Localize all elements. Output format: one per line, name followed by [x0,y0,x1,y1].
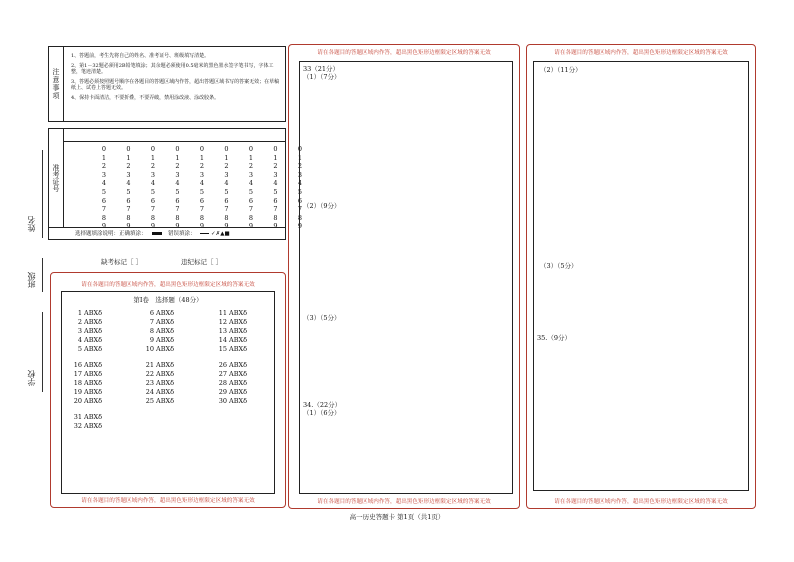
choice-number: 7 [149,318,154,326]
choice-section-box [50,272,286,508]
exam-digit[interactable]: 2 [199,162,205,171]
choice-question[interactable] [144,309,174,317]
exam-digit[interactable]: 5 [248,187,254,196]
exam-digit[interactable]: 7 [101,205,107,214]
exam-digit-column[interactable] [197,145,207,231]
exam-digit-column[interactable] [99,145,109,231]
choice-question[interactable] [144,361,174,369]
choice-options[interactable]: ABXδ [84,413,103,421]
choice-warning-bottom: 请在各题目的答题区域内作答，超出黑色矩形边框限定区域的答案无效 [81,498,255,504]
absent-mark[interactable]: 缺考标记［ ］ [101,258,143,266]
exam-digit[interactable]: 4 [297,179,303,188]
exam-digit[interactable]: 4 [224,179,229,188]
q33-3-label: （3）（5分） [303,314,341,322]
exam-digit[interactable]: 9 [224,222,229,231]
exam-digit[interactable]: 8 [248,213,254,222]
exam-digit[interactable]: 5 [150,187,156,196]
exam-digit[interactable]: 6 [101,196,107,205]
choice-number: 10 [145,345,154,353]
choice-question[interactable] [217,327,247,335]
exam-number-grid[interactable] [63,129,303,231]
choice-number: 11 [218,309,227,317]
exam-digit-column[interactable] [173,145,183,231]
exam-digit[interactable]: 9 [297,222,303,231]
choice-options[interactable]: ABXδ [84,318,103,326]
exam-digit[interactable]: 7 [199,205,205,214]
exam-digit[interactable]: 6 [199,196,205,205]
school-label: 学校 [27,370,36,386]
choice-question[interactable] [72,397,102,405]
choice-question[interactable] [72,388,102,396]
choice-number: 2 [77,318,82,326]
exam-digit[interactable]: 9 [273,222,278,231]
exam-digit[interactable]: 0 [175,145,180,153]
choice-question[interactable] [144,336,174,344]
choice-options[interactable]: ABXδ [229,370,248,378]
choice-number: 4 [77,336,82,344]
choice-number: 15 [218,345,227,353]
choice-question[interactable] [144,327,174,335]
exam-digit[interactable]: 5 [224,187,229,196]
exam-digit[interactable]: 9 [101,222,107,231]
choice-options[interactable]: ABXδ [229,361,248,369]
exam-digit[interactable]: 6 [273,196,278,205]
exam-digit[interactable]: 3 [126,170,131,179]
exam-digit[interactable]: 7 [248,205,254,214]
exam-digit[interactable]: 3 [150,170,156,179]
choice-number: 29 [218,388,227,396]
exam-digit[interactable]: 1 [199,153,205,162]
exam-digit[interactable]: 2 [224,162,229,171]
choice-question[interactable] [72,370,102,378]
exam-digit[interactable]: 6 [175,196,180,205]
exam-digit[interactable]: 6 [150,196,156,205]
exam-digit[interactable]: 0 [126,145,131,153]
choice-number: 25 [145,397,154,405]
exam-digit[interactable]: 6 [297,196,303,205]
exam-digit[interactable]: 6 [126,196,131,205]
q2-label: （2）（11分） [540,66,582,74]
choice-question[interactable] [217,370,247,378]
exam-digit[interactable]: 8 [224,213,229,222]
correct-fill-sample [152,232,162,235]
right-writing-area[interactable] [533,61,749,491]
choice-number: 17 [73,370,82,378]
exam-digit[interactable]: 3 [101,170,107,179]
exam-digit-column[interactable] [222,145,232,231]
choice-number: 20 [73,397,82,405]
choice-options[interactable]: ABXδ [84,345,103,353]
choice-number: 28 [218,379,227,387]
choice-question[interactable] [72,309,102,317]
exam-digit[interactable]: 1 [273,153,278,162]
choice-warning-top: 请在各题目的答题区域内作答，超出黑色矩形边框限定区域的答案无效 [81,282,255,288]
name-label: 姓名 [27,216,36,232]
choice-options[interactable]: ABXδ [84,379,103,387]
choice-question[interactable] [144,345,174,353]
choice-section-title: 第Ⅰ卷 选择题（48分） [133,296,203,304]
exam-digit[interactable]: 0 [224,145,229,153]
exam-digit[interactable]: 5 [273,187,278,196]
exam-digit[interactable]: 2 [150,162,156,171]
choice-number: 16 [73,361,82,369]
exam-digit[interactable]: 3 [175,170,180,179]
choice-number: 24 [145,388,154,396]
choice-options[interactable]: ABXδ [229,327,248,335]
exam-digit[interactable]: 7 [297,205,303,214]
choice-question[interactable] [217,388,247,396]
exam-digit-column[interactable] [271,145,281,231]
choice-number: 19 [73,388,82,396]
exam-digit[interactable]: 5 [101,187,107,196]
exam-digit[interactable]: 2 [248,162,254,171]
exam-digit[interactable]: 4 [199,179,205,188]
right-warning-top: 请在各题目的答题区域内作答，超出黑色矩形边框限定区域的答案无效 [554,50,728,56]
exam-digit[interactable]: 0 [248,145,254,153]
choice-options[interactable]: ABXδ [156,345,175,353]
choice-question[interactable] [144,397,174,405]
choice-number: 9 [149,336,154,344]
exam-digit[interactable]: 0 [199,145,205,153]
exam-digit[interactable]: 0 [150,145,156,153]
choice-number: 30 [218,397,227,405]
choice-question[interactable] [72,379,102,387]
choice-question[interactable] [144,388,174,396]
choice-number: 23 [145,379,154,387]
choice-options[interactable]: ABXδ [156,397,175,405]
choice-options[interactable]: ABXδ [229,388,248,396]
notes-heading: 注意事项 [49,47,64,121]
choice-number: 22 [145,370,154,378]
exam-digit[interactable]: 1 [175,153,180,162]
exam-digit[interactable]: 7 [126,205,131,214]
choice-options[interactable]: ABXδ [156,318,175,326]
q33-2-label: （2）（9分） [303,202,341,210]
exam-digit[interactable]: 3 [297,170,303,179]
choice-options[interactable]: ABXδ [84,361,103,369]
choice-options[interactable]: ABXδ [156,361,175,369]
exam-digit[interactable]: 5 [175,187,180,196]
exam-digit[interactable]: 1 [101,153,107,162]
exam-digit[interactable]: 8 [150,213,156,222]
choice-options[interactable]: ABXδ [229,318,248,326]
class-label: 班级 [27,272,36,288]
choice-options[interactable]: ABXδ [229,379,248,387]
choice-question[interactable] [217,345,247,353]
exam-digit[interactable]: 4 [150,179,156,188]
choice-options[interactable]: ABXδ [229,309,248,317]
choice-options[interactable]: ABXδ [84,370,103,378]
q3-label: （3）（5分） [540,262,578,270]
class-line[interactable] [42,258,43,292]
wrong-fill-samples: ✓✗▲■ [200,231,229,237]
choice-number: 12 [218,318,227,326]
exam-digit[interactable]: 2 [175,162,180,171]
choice-question[interactable] [144,370,174,378]
choice-number: 6 [149,309,154,317]
exam-digit[interactable]: 4 [273,179,278,188]
middle-writing-area[interactable] [299,61,513,494]
choice-number: 8 [149,327,154,335]
choice-options[interactable]: ABXδ [156,379,175,387]
exam-digit[interactable]: 6 [248,196,254,205]
choice-options[interactable]: ABXδ [156,388,175,396]
exam-number-box [48,128,303,240]
choice-question[interactable] [144,318,174,326]
q33-1-label: （1）（7分） [303,73,341,81]
exam-digit[interactable]: 2 [273,162,278,171]
exam-digit[interactable]: 8 [297,213,303,222]
exam-digit[interactable]: 1 [224,153,229,162]
exam-digit[interactable]: 4 [248,179,254,188]
exam-digit[interactable]: 7 [175,205,180,214]
exam-digit[interactable]: 8 [199,213,205,222]
choice-options[interactable]: ABXδ [156,370,175,378]
exam-digit[interactable]: 9 [150,222,156,231]
exam-digit[interactable]: 8 [126,213,131,222]
q33-label: 33（21分） [303,65,340,73]
middle-warning-bottom: 请在各题目的答题区域内作答，超出黑色矩形边框限定区域的答案无效 [317,499,491,505]
choice-question[interactable] [72,318,102,326]
choice-options[interactable]: ABXδ [84,422,103,430]
exam-digit[interactable]: 2 [101,162,107,171]
exam-digit[interactable]: 4 [175,179,180,188]
choice-question[interactable] [72,336,102,344]
choice-question[interactable] [217,309,247,317]
exam-digit[interactable]: 4 [101,179,107,188]
exam-number-label: 准考证号 [49,129,64,227]
exam-digit[interactable]: 9 [175,222,180,231]
exam-digit[interactable]: 7 [273,205,278,214]
exam-digit[interactable]: 1 [150,153,156,162]
choice-options[interactable]: ABXδ [156,327,175,335]
school-line[interactable] [42,312,43,392]
note-3: 3、答题必须按照题号顺序在各题目的答题区域内作答，超出答题区域书写的答案无效；在草稿纸上、试卷上答题无效。 [71,79,280,91]
notes-box [48,46,286,122]
name-line[interactable] [42,150,43,238]
choice-options[interactable]: ABXδ [229,397,248,405]
note-1: 1、答题前，考生先将自己的姓名、准考证号、班级填写清楚。 [71,53,210,59]
exam-digit[interactable]: 1 [248,153,254,162]
q34-label: 34.（22分） [303,401,342,409]
choice-number: 21 [145,361,154,369]
exam-digit[interactable]: 3 [199,170,205,179]
violation-mark[interactable]: 违纪标记［ ］ [181,258,223,266]
exam-digit[interactable]: 9 [248,222,254,231]
choice-number: 18 [73,379,82,387]
choice-question[interactable] [217,379,247,387]
choice-options[interactable]: ABXδ [84,336,103,344]
choice-options[interactable]: ABXδ [84,327,103,335]
wrong-fill-label: 错误填涂： [168,231,196,237]
middle-warning-top: 请在各题目的答题区域内作答，超出黑色矩形边框限定区域的答案无效 [317,50,491,56]
choice-number: 14 [218,336,227,344]
exam-digit[interactable]: 4 [126,179,131,188]
choice-question[interactable] [72,413,102,421]
note-4: 4、保持卡面清洁，不要折叠，不要弄破，禁用涂改液、涂改胶条。 [71,95,220,101]
choice-question[interactable] [217,361,247,369]
exam-digit[interactable]: 8 [101,213,107,222]
exam-digit[interactable]: 7 [150,205,156,214]
choice-options[interactable]: ABXδ [229,345,248,353]
choice-options[interactable]: ABXδ [229,336,248,344]
choice-question[interactable] [72,327,102,335]
exam-digit[interactable]: 5 [297,187,303,196]
exam-digit[interactable]: 8 [175,213,180,222]
exam-digit[interactable]: 3 [224,170,229,179]
q34-1-label: （1）（6分） [303,409,341,417]
q35-label: 35.（9分） [537,334,571,342]
choice-question[interactable] [217,397,247,405]
choice-question[interactable] [72,345,102,353]
exam-digit[interactable]: 5 [199,187,205,196]
exam-digit[interactable]: 5 [126,187,131,196]
choice-question[interactable] [72,361,102,369]
exam-digit[interactable]: 2 [297,162,303,171]
exam-digit[interactable]: 1 [126,153,131,162]
exam-digit-column[interactable] [124,145,134,231]
choice-options[interactable]: ABXδ [84,388,103,396]
exam-digit-column[interactable] [148,145,158,231]
exam-digit[interactable]: 7 [224,205,229,214]
choice-number: 13 [218,327,227,335]
choice-options[interactable]: ABXδ [156,309,175,317]
page-footer: 高一历史答题卡 第1页（共1页） [349,513,445,521]
note-2: 2、第1－32题必须用2B铅笔填涂；其余题必须使用0.5毫米的黑色墨水签字笔书写，字体工整，笔迹清楚。 [71,63,274,75]
choice-question[interactable] [144,379,174,387]
choice-question[interactable] [217,336,247,344]
exam-digit[interactable]: 9 [199,222,205,231]
choice-options[interactable]: ABXδ [84,309,103,317]
exam-digit[interactable]: 0 [273,145,278,153]
choice-options[interactable]: ABXδ [156,336,175,344]
right-answer-box [526,44,756,509]
choice-number: 3 [77,327,82,335]
choice-answer-area[interactable] [61,291,275,494]
choice-number: 1 [77,309,82,317]
choice-number: 5 [77,345,82,353]
choice-options[interactable]: ABXδ [84,397,103,405]
exam-digit[interactable]: 3 [273,170,278,179]
choice-number: 26 [218,361,227,369]
fill-instructions: 选择题填涂说明：正确填涂： [75,231,147,237]
exam-digit[interactable]: 3 [248,170,254,179]
choice-question[interactable] [217,318,247,326]
choice-question[interactable] [72,422,102,430]
exam-digit[interactable]: 8 [273,213,278,222]
exam-digit[interactable]: 0 [101,145,107,153]
middle-answer-box [288,44,520,509]
exam-digit[interactable]: 6 [224,196,229,205]
exam-digit[interactable]: 0 [297,145,303,153]
right-warning-bottom: 请在各题目的答题区域内作答，超出黑色矩形边框限定区域的答案无效 [554,499,728,505]
exam-digit[interactable]: 1 [297,153,303,162]
exam-digit-column[interactable] [246,145,256,231]
choice-number: 27 [218,370,227,378]
choice-number: 32 [73,422,82,430]
exam-digit[interactable]: 2 [126,162,131,171]
exam-digit[interactable]: 9 [126,222,131,231]
choice-number: 31 [73,413,82,421]
